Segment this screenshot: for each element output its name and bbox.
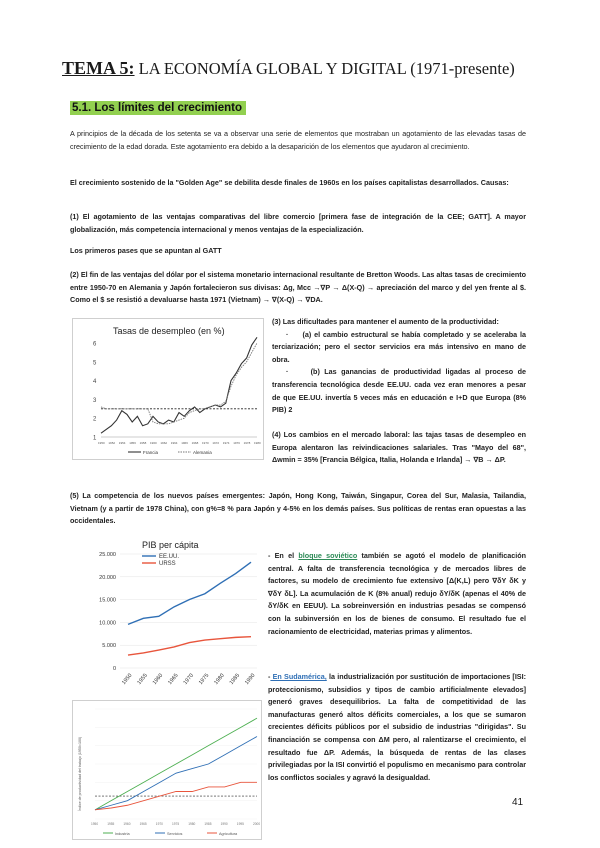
paragraph-intro: A principios de la década de los setenta se va a observar una serie de elementos que mostraban un agotamiento de las elevadas tasas de crecimiento de la edad dorada. Este agotamiento era debido a la desaparición de los elementos que ayudaron al crecimiento.	[70, 129, 526, 151]
x-tick-label: 1972	[212, 441, 220, 445]
series-line-servicios	[95, 737, 257, 810]
gdp-chart-title: PIB per cápita	[142, 540, 199, 550]
productivity-chart-svg	[73, 701, 263, 841]
x-tick-label: 1990	[243, 672, 257, 686]
soviet-bloc-link[interactable]: bloque soviético	[298, 551, 358, 560]
sa-prefix: -	[268, 672, 271, 681]
legend-label-industria: Industria	[115, 832, 130, 836]
cause-3-heading: (3) Las dificultades para mantener el aumento de la productividad:	[272, 317, 499, 326]
x-tick-label: 1975	[172, 822, 180, 826]
y-tick-label: 3	[93, 397, 97, 404]
paragraph-soviet	[268, 550, 526, 638]
y-tick-label: 2	[93, 416, 97, 423]
x-tick-label: 1956	[129, 441, 136, 445]
x-tick-label: 1990	[220, 822, 228, 826]
cause-3a: · (a) el cambio estructural se había completado y se aceleraba la terciarización; pero el sector servicios era más intensivo en mano de obra.	[272, 329, 526, 364]
x-tick-label: 1965	[139, 822, 147, 826]
soviet-prefix: - En el	[268, 551, 299, 560]
unemployment-chart-title: Tasas de desempleo (en %)	[113, 326, 225, 336]
cause-3a-text: (a) el cambio estructural se había completado y se aceleraba la terciarización; pero el sector servicios era más intensivo en mano de obra.	[272, 329, 526, 364]
series-line-francia	[101, 337, 257, 433]
y-tick-label: 5	[93, 360, 97, 367]
productivity-chart	[72, 700, 262, 840]
cause-3b-text: (b) Las ganancias de productividad ligadas al proceso de transferencia tecnológica desde EE.UU. cada vez eran menores a pesar de que EE.UU. invertía 5 veces más en educación e I+D que Europa (8% PIB) 2	[272, 367, 526, 415]
x-tick-label: 1980	[188, 822, 196, 826]
x-tick-label: 1950	[91, 822, 99, 826]
section-heading: 5.1. Los límites del crecimiento	[70, 101, 246, 115]
title-bold: TEMA 5:	[62, 58, 135, 78]
y-tick-label: 1	[93, 435, 97, 442]
x-tick-label: 1958	[139, 441, 147, 445]
legend-label-urss: URSS	[159, 561, 176, 567]
cause-3b: · (b) Las ganancias de productividad ligadas al proceso de transferencia tecnológica desde EE.UU. cada vez eran menores a pesar de que EE.UU. invertía 5 veces más en educación e I+D que Europa (8% PIB) 2	[272, 367, 526, 415]
x-tick-label: 1950	[120, 672, 134, 686]
x-tick-label: 1968	[191, 441, 199, 445]
y-tick-label: 4	[93, 379, 97, 386]
x-tick-label: 1960	[151, 672, 165, 686]
gdp-chart	[72, 536, 262, 698]
x-tick-label: 1985	[204, 822, 212, 826]
x-tick-label: 1950	[98, 441, 105, 445]
legend-label-francia: Francia	[143, 450, 159, 455]
y-tick-label: 5.000	[102, 643, 116, 650]
x-tick-label: 1962	[160, 441, 168, 445]
x-tick-label: 1995	[236, 822, 244, 826]
paragraph-gatt-note: Los primeros pases que se apuntan al GATT	[70, 246, 222, 255]
y-tick-label: 20.000	[99, 574, 116, 581]
x-tick-label: 1970	[202, 441, 209, 445]
y-tick-label: 6	[93, 341, 97, 348]
y-tick-label: 10.000	[99, 620, 116, 627]
x-tick-label: 1955	[136, 672, 149, 686]
paragraph-south-america	[268, 671, 526, 784]
x-tick-label: 1965	[167, 672, 180, 686]
x-tick-label: 1960	[150, 441, 157, 445]
legend-label-usa: EE.UU.	[159, 554, 180, 560]
unemployment-chart	[72, 318, 264, 460]
x-tick-label: 1970	[155, 822, 163, 826]
title-rest: LA ECONOMÍA GLOBAL Y DIGITAL (1971-presente)	[134, 59, 515, 78]
y-tick-label: 0	[112, 666, 116, 672]
sa-text: la industrialización por sustitución de importaciones [ISI: proteccionismo, subsidios y tipos de cambio artificialmente elevados] generó graves desequilibrios. La falta de competitividad de las manufacturas generó altos déficits comerciales, a los que se sumaron crecientes déficits públicos por el subsidio de industrias "dirigidas". Su financiación se compensa con ΔM pero, al ralentizarse el crecimiento, el resultado fue ΔP. Además, la búsqueda de rentas de las clases privilegiadas por la ISI convirtió el populismo en mecanismo para controlar los conflictos sociales y agravó la desigualdad.	[268, 672, 526, 782]
paragraph-cause-3	[272, 316, 526, 417]
x-tick-label: 1966	[181, 441, 188, 445]
legend-label-servicios: Servicios	[167, 832, 183, 836]
paragraph-golden-age: El crecimiento sostenido de la "Golden Age" se debilita desde finales de 1960s en los países capitalistas desarrollados. Causas:	[70, 178, 509, 187]
x-tick-label: 1964	[170, 441, 178, 445]
legend-label-alemania: Alemania	[193, 450, 212, 455]
series-line-urss	[128, 637, 251, 655]
series-line-usa	[128, 562, 251, 624]
soviet-text: también se agotó el modelo de planificación central. A falta de transferencia tecnológica y de mercados libres de factores, su modelo de crecimiento fue extensivo [Δ(K,L) pero ∇δY δK y ∇δY δL]. La acumulación de K (8% anual) redujo δY/δK (apenas el 40% de δY/δK en EEUU). La sobreinversión en industrias pesadas se compensó con la subinversión en los de bienes de consumo. El resultado fue el racionamiento de electricidad, materias primas y alimentos.	[268, 551, 526, 636]
paragraph-cause-4: (4) Los cambios en el mercado laboral: las tajas tasas de desempleo en Europa alentaron las reivindicaciones salariales. Tras "Mayo del 68", Δwmin = 35% [Francia Bélgica, Italia, Holanda e Irlanda] → ∇B → ΔP.	[272, 430, 526, 465]
x-tick-label: 1976	[233, 441, 240, 445]
x-tick-label: 1980	[254, 441, 261, 445]
x-tick-label: 1985	[228, 672, 242, 686]
x-tick-label: 1980	[213, 672, 226, 686]
paragraph-cause-2: (2) El fin de las ventajas del dólar por el sistema monetario internacional resultante de Bretton Woods. Las altas tasas de crecimiento entre 1950-70 en Alemania y Japón fortalecieron sus divisas: Δg, Mcc →∇P → Δ(X-Q) → apreciación del marco y del yen frente al $. Como el $ se resistió a devaluarse hasta 1971 (Vietnam) → ∇(X-Q) → ∇DA.	[70, 270, 526, 305]
x-tick-label: 1974	[222, 441, 230, 445]
x-tick-label: 1970	[182, 672, 195, 686]
y-tick-label: 15.000	[99, 597, 116, 604]
page-number: 41	[512, 797, 524, 808]
x-tick-label: 1975	[197, 672, 211, 686]
paragraph-cause-1: (1) El agotamiento de las ventajas comparativas del libre comercio [primera fase de integración de la CEE; GATT]. A mayor globalización, más competencia internacional y menos ventajas de la especialización.	[70, 212, 526, 234]
x-tick-label: 1952	[108, 441, 116, 445]
x-tick-label: 1955	[107, 822, 115, 826]
y-tick-label: 25.000	[99, 552, 116, 558]
page-title	[62, 58, 542, 79]
x-tick-label: 1960	[123, 822, 131, 826]
x-tick-label: 1978	[243, 441, 251, 445]
x-tick-label: 2000	[253, 822, 261, 826]
legend-label-agricultura: Agricultura	[219, 832, 238, 836]
y-axis-label: Índice de productividad del trabajo (1950=100)	[78, 736, 82, 811]
unemployment-chart-svg	[73, 319, 265, 461]
x-tick-label: 1954	[118, 441, 126, 445]
gdp-chart-svg	[72, 536, 262, 698]
series-line-alemania	[101, 343, 257, 424]
paragraph-cause-5: (5) La competencia de los nuevos países emergentes: Japón, Hong Kong, Taiwán, Singapur, Corea del Sur, Malasia, Tailandia, Vietnam (y a partir de 1978 China), con g%=8 % para Japón y 4-5% en los demás países. Sus políticas de rentas eran opuestas a las occidentales.	[70, 491, 526, 526]
south-america-link[interactable]: En Sudamérica,	[270, 672, 327, 681]
